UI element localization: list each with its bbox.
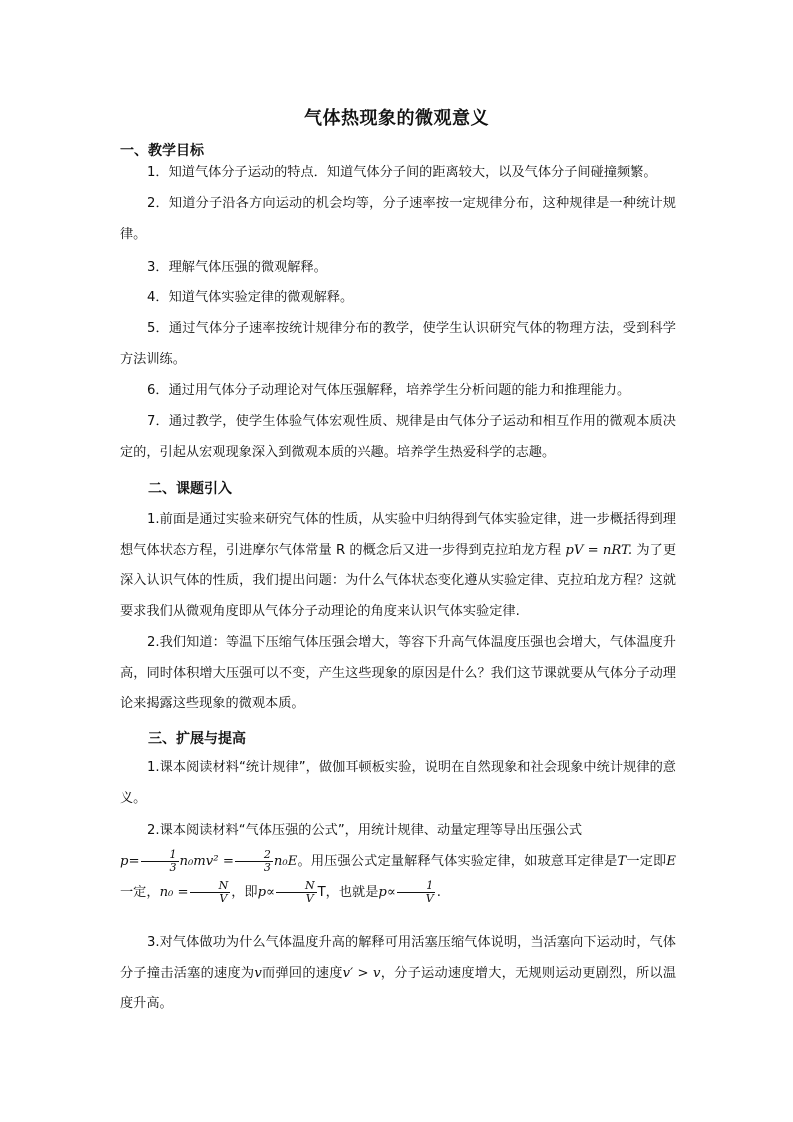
page-title: 气体热现象的微观意义 xyxy=(304,108,489,129)
objective-4: 4．知道气体实验定律的微观解释。 xyxy=(147,290,354,305)
ext-p2-text-e: ，即 xyxy=(231,885,258,900)
clapeyron-formula: pV = nRT. xyxy=(565,542,633,558)
ext-p3-text-a: 3.对气体做功为什么气体温度升高的解释可用活塞压缩气体说明，当活塞向下运动时，气体分子撞击活塞的速度为 xyxy=(120,935,676,981)
fraction-2-3: $\frac{2}{3}$ xyxy=(235,849,273,874)
fraction-N-V-2: $\frac{N}{V}$ xyxy=(276,880,317,905)
ext-p3-text-b: 而弹回的速度 xyxy=(261,965,343,981)
objective-2: 2．知道分子沿各方向运动的机会均等，分子速率按一定规律分布，这种规律是一种统计规律。 xyxy=(120,196,676,242)
ext-p3-text-c: ，分子运动速度增大，无规则运动更剧烈，所以温度升高。 xyxy=(120,965,677,1011)
ext-p2-text-g: . xyxy=(436,885,441,900)
objective-5: 5．通过气体分子速率按统计规律分布的教学，使学生认识研究气体的物理方法，受到科学方法训练。 xyxy=(120,321,676,367)
objective-6: 6．通过用气体分子动理论对气体压强解释，培养学生分析问题的能力和推理能力。 xyxy=(147,383,631,398)
objective-7: 7．通过教学，使学生体验气体宏观性质、规律是由气体分子运动和相互作用的微观本质决定的，引起从宏观现象深入到微观本质的兴趣。培养学生热爱科学的志趣。 xyxy=(120,414,676,460)
symbol-E: E xyxy=(666,854,677,869)
section-heading-1: 一、教学目标 xyxy=(120,143,204,159)
symbol-T: T xyxy=(617,854,627,869)
extension-paragraph-2 xyxy=(120,815,676,908)
ext-p2-text-b: 。用压强公式定量解释气体实验定律，如玻意耳定律是 xyxy=(297,854,618,869)
ext-p2-text-a: 2.课本阅读材料“气体压强的公式”，用统计规律、动量定理等导出压强公式 xyxy=(147,823,583,838)
extension-paragraph-3 xyxy=(120,928,676,1020)
symbol-v: v xyxy=(254,965,262,981)
intro-p1-text: 1.前面是通过实验来研究气体的性质，从实验中归纳得到气体实验定律，进一步概括得到理想气体状态方程，引进摩尔气体常量 R 的概念后又进一步得到克拉珀龙方程 xyxy=(120,512,676,558)
extension-paragraph-1: 1.课本阅读材料“统计规律”，做伽耳顿板实验，说明在自然现象和社会现象中统计规律的意义。 xyxy=(120,760,676,806)
fraction-1-V: $\frac{1}{V}$ xyxy=(397,880,436,905)
intro-paragraph-2: 2.我们知道：等温下压缩气体压强会增大，等容下升高气体温度压强也会增大，气体温度升高，同时体积增大压强可以不变，产生这些现象的原因是什么？我们这节课就要从气体分子动理论来揭露这些现象的微观本质。 xyxy=(120,635,676,711)
n0-eq: n₀ = xyxy=(159,885,189,900)
velocity-compare: v′ > v xyxy=(342,965,381,981)
objective-3: 3．理解气体压强的微观解释。 xyxy=(147,260,327,275)
p-proportional-1: p∝ xyxy=(257,885,275,900)
pressure-mid: n₀mv² = xyxy=(179,854,234,869)
section-heading-2: 二、课题引入 xyxy=(148,481,232,497)
fraction-N-V: $\frac{N}{V}$ xyxy=(190,880,231,905)
objective-1: 1．知道气体分子运动的特点．知道气体分子间的距离较大，以及气体分子间碰撞频繁。 xyxy=(147,165,657,180)
pressure-end: n₀E xyxy=(273,854,298,869)
intro-paragraph-1 xyxy=(120,505,676,627)
ext-p2-text-c: 一定即 xyxy=(626,854,667,869)
ext-p2-text-d: 一定， xyxy=(120,885,160,900)
fraction-1-3: $\frac{1}{3}$ xyxy=(141,849,179,874)
section-heading-3: 三、扩展与提高 xyxy=(148,731,246,747)
pressure-p: p= xyxy=(120,854,140,869)
intro-p1-tail: 为了更深入认识气体的性质，我们提出问题：为什么气体状态变化遵从实验定律、克拉珀龙方程？这就要求我们从微观角度即从气体分子动理论的角度来认识气体实验定律. xyxy=(120,542,677,619)
p-proportional-2: p∝ xyxy=(378,885,396,900)
ext-p2-text-f: T，也就是 xyxy=(317,885,379,900)
